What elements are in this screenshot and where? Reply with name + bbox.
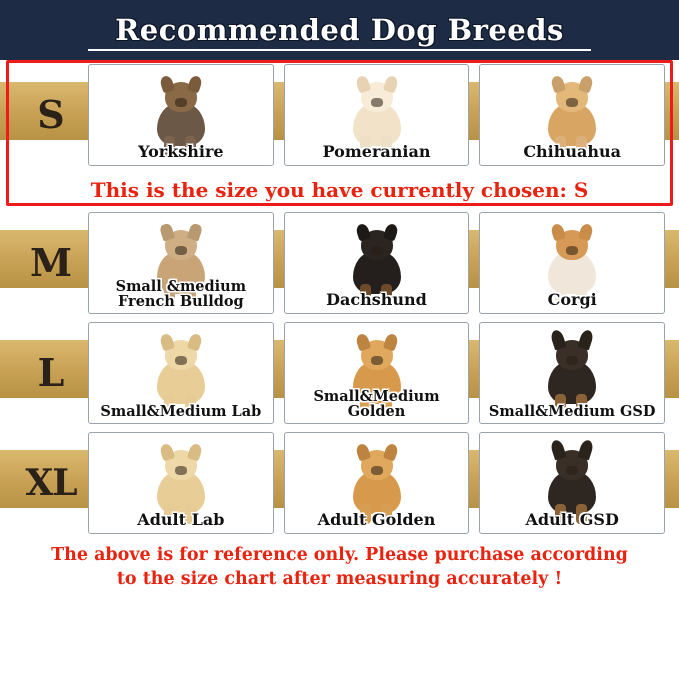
- breed-caption: Small&Medium Golden: [313, 387, 440, 420]
- breed-card-yorkshire[interactable]: [88, 64, 274, 166]
- breed-card-french-bulldog[interactable]: [88, 212, 274, 314]
- footer-note-line-2: to the size chart after measuring accurately !: [116, 568, 563, 589]
- breed-card-corgi[interactable]: [479, 212, 665, 314]
- page-title: Recommended Dog Breeds: [115, 13, 564, 47]
- row-group-small: [0, 60, 679, 170]
- breed-card-dachshund[interactable]: [284, 212, 470, 314]
- breed-caption: Corgi: [547, 290, 597, 310]
- title-underline: [88, 49, 591, 51]
- breed-caption: Small&Medium Lab: [100, 402, 262, 420]
- breed-cards-m: [88, 212, 665, 314]
- breed-caption: Adult Golden: [317, 510, 436, 530]
- breed-caption: Adult Lab: [137, 510, 225, 530]
- size-label-l: L: [37, 350, 65, 395]
- breed-caption: Pomeranian: [322, 142, 431, 162]
- breed-card-adult-lab[interactable]: [88, 432, 274, 534]
- size-row-s: [0, 60, 679, 170]
- footer-note-line-1: The above is for reference only. Please purchase according: [51, 545, 628, 565]
- chosen-size-note: This is the size you have currently chosen: S: [90, 178, 589, 202]
- breed-card-chihuahua[interactable]: [479, 64, 665, 166]
- size-label-m: M: [29, 240, 73, 285]
- breed-card-adult-gsd[interactable]: [479, 432, 665, 534]
- page-header: [0, 0, 679, 60]
- size-row-l: [0, 318, 679, 428]
- size-row-m: [0, 208, 679, 318]
- breed-card-pomeranian[interactable]: [284, 64, 470, 166]
- breed-caption: Dachshund: [326, 290, 427, 310]
- breed-cards-s: [88, 64, 665, 166]
- breed-caption: Yorkshire: [138, 142, 224, 162]
- breed-caption: Small&Medium GSD: [488, 402, 656, 420]
- footer-note: [0, 538, 679, 591]
- breed-cards-l: [88, 322, 665, 424]
- breed-card-small-medium-golden[interactable]: [284, 322, 470, 424]
- breed-caption: Adult GSD: [525, 510, 619, 530]
- size-label-xl: XL: [25, 462, 77, 504]
- size-label-s: S: [37, 92, 65, 137]
- breed-caption: Small &medium French Bulldog: [115, 277, 247, 310]
- breed-card-small-medium-gsd[interactable]: [479, 322, 665, 424]
- breed-cards-xl: [88, 432, 665, 534]
- size-row-xl: [0, 428, 679, 538]
- breed-caption: Chihuahua: [523, 142, 622, 162]
- breed-card-adult-golden[interactable]: [284, 432, 470, 534]
- breed-card-small-medium-lab[interactable]: [88, 322, 274, 424]
- size-rows: [0, 60, 679, 538]
